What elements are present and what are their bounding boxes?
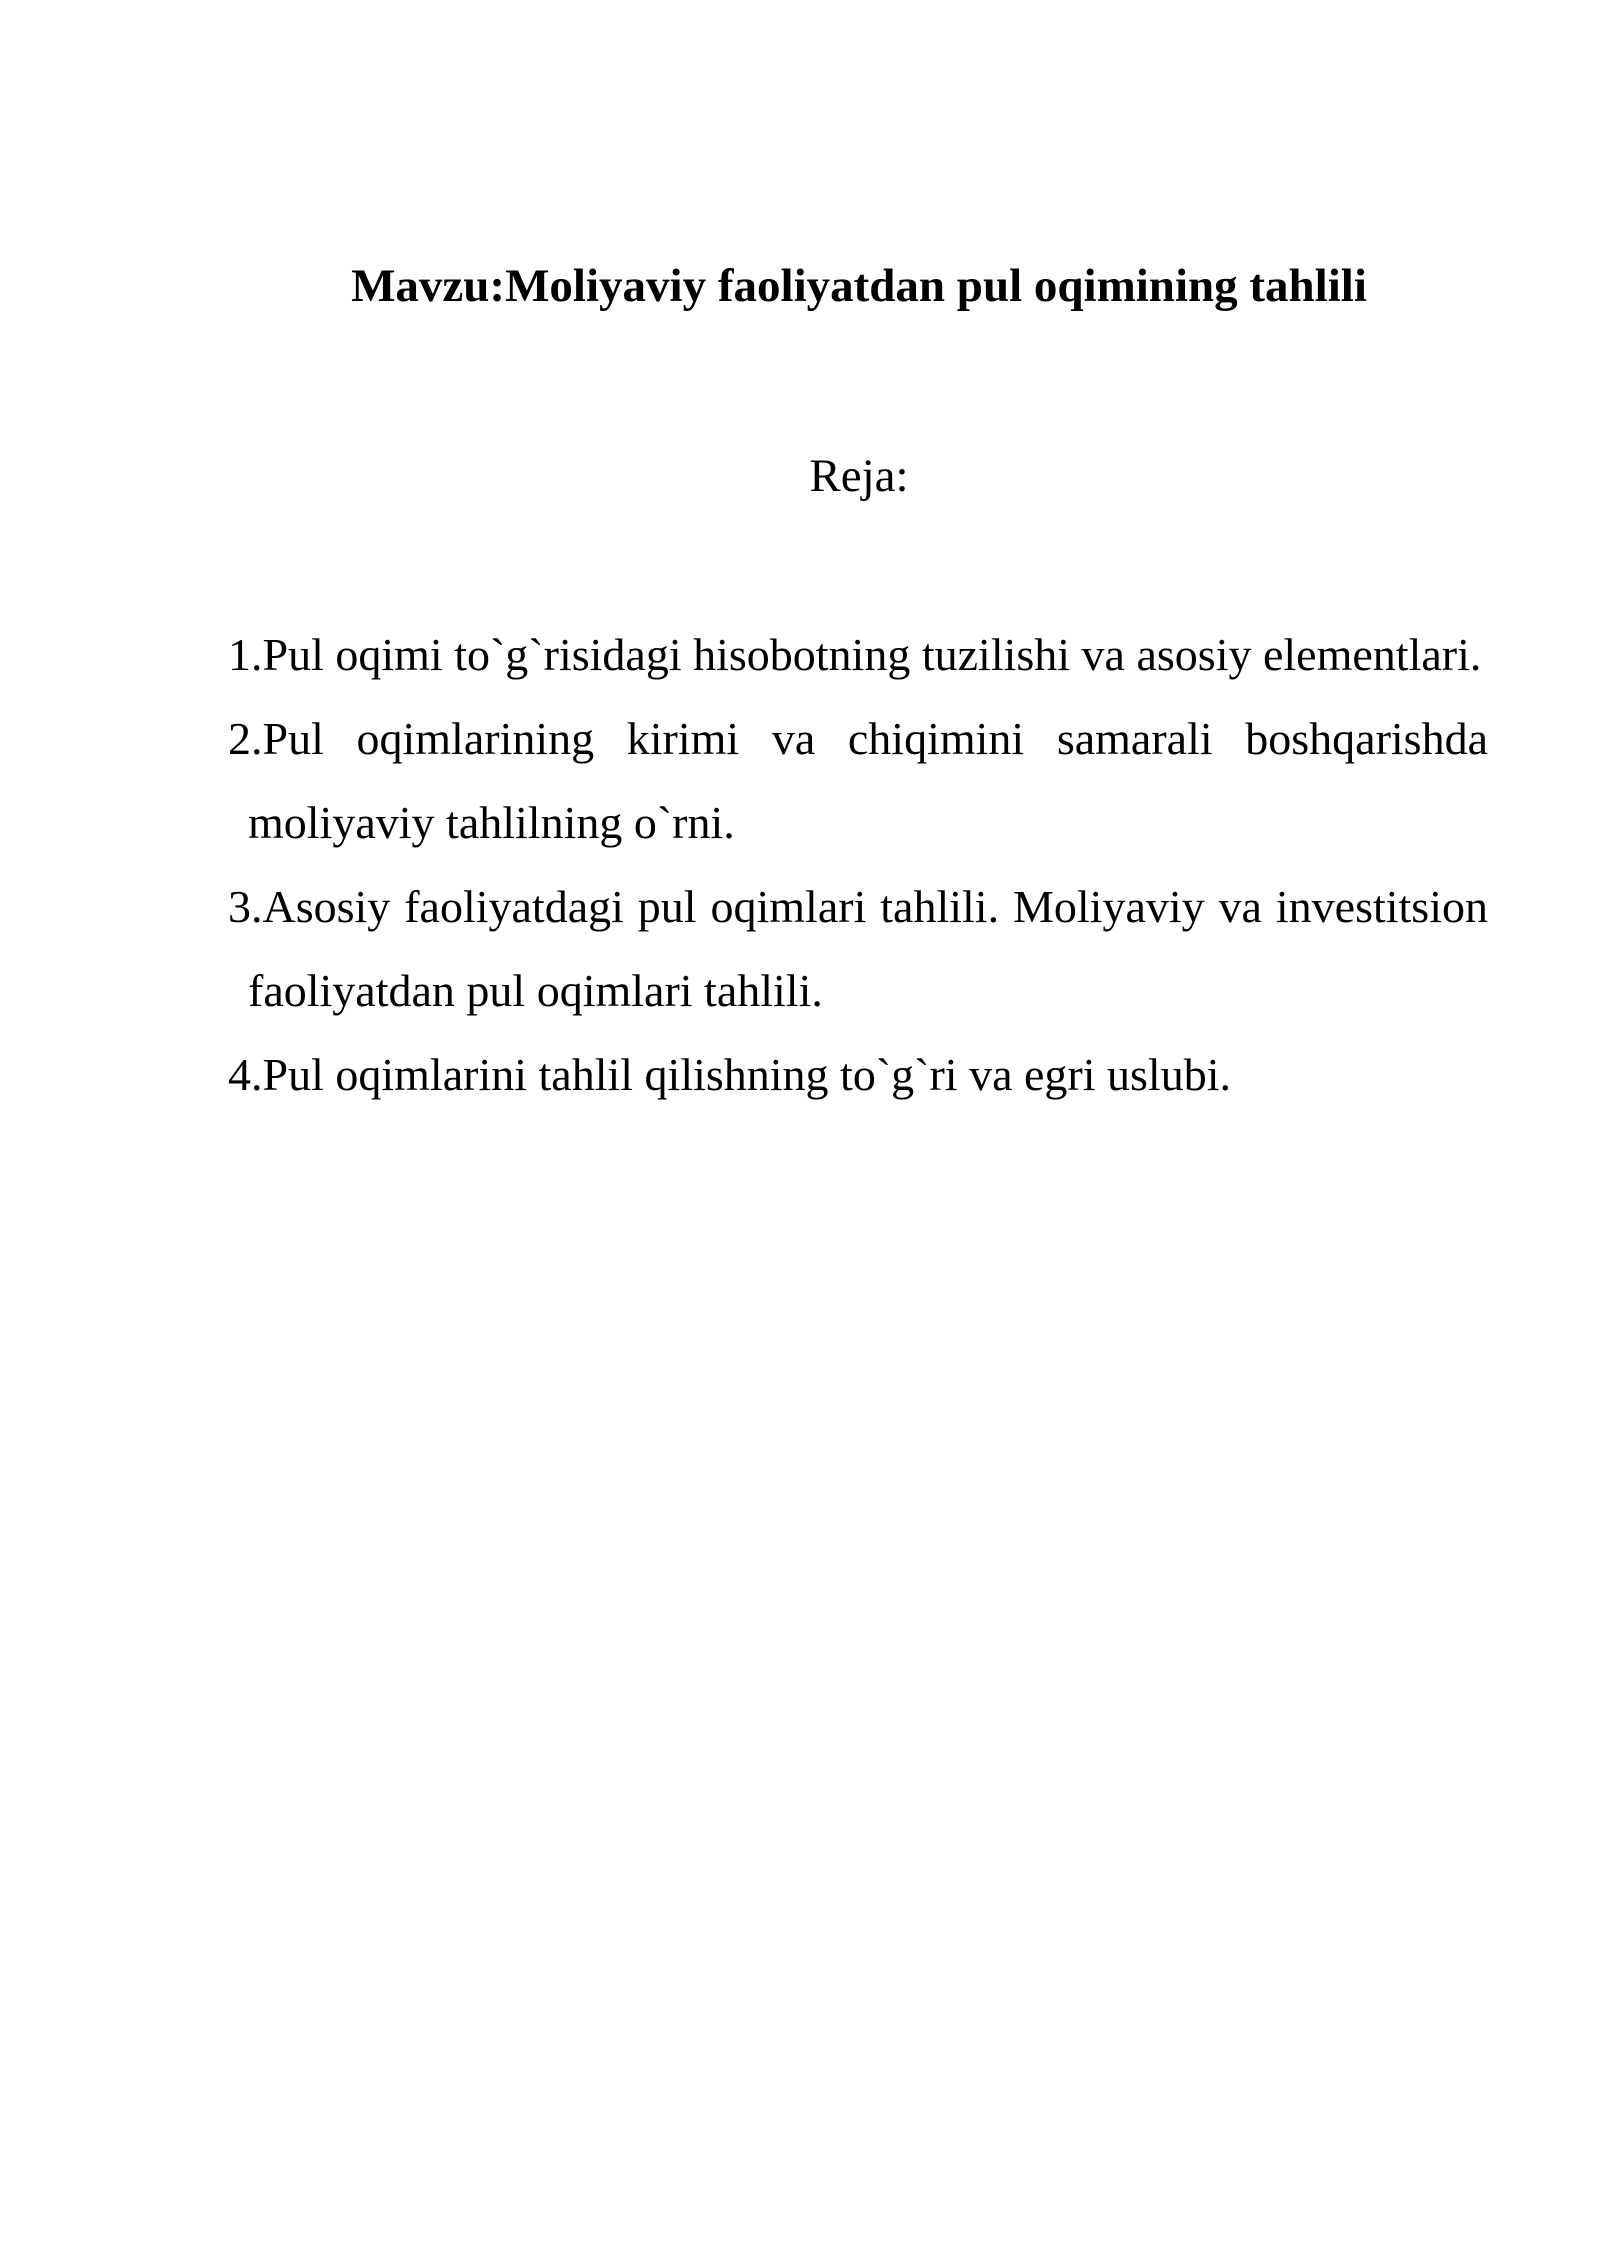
plan-item-3: 3.Asosiy faoliyatdagi pul oqimlari tahlili. Moliyaviy va investitsion faoliyatdan pul oqimlari tahlili. bbox=[228, 881, 1488, 1016]
plan-item-4: 4.Pul oqimlarini tahlil qilishning to`g`ri va egri uslubi. bbox=[228, 1049, 1231, 1100]
plan-item-1: 1.Pul oqimi to`g`risidagi hisobotning tuzilishi va asosiy elementlari. bbox=[228, 629, 1482, 680]
plan-list bbox=[228, 613, 1488, 1117]
document-title: Mavzu:Moliyaviy faoliyatdan pul oqimining tahlili bbox=[351, 260, 1367, 312]
plan-heading: Reja: bbox=[809, 450, 909, 502]
plan-item-2: 2.Pul oqimlarining kirimi va chiqimini samarali boshqarishda moliyaviy tahlilning o`rni. bbox=[228, 713, 1488, 848]
